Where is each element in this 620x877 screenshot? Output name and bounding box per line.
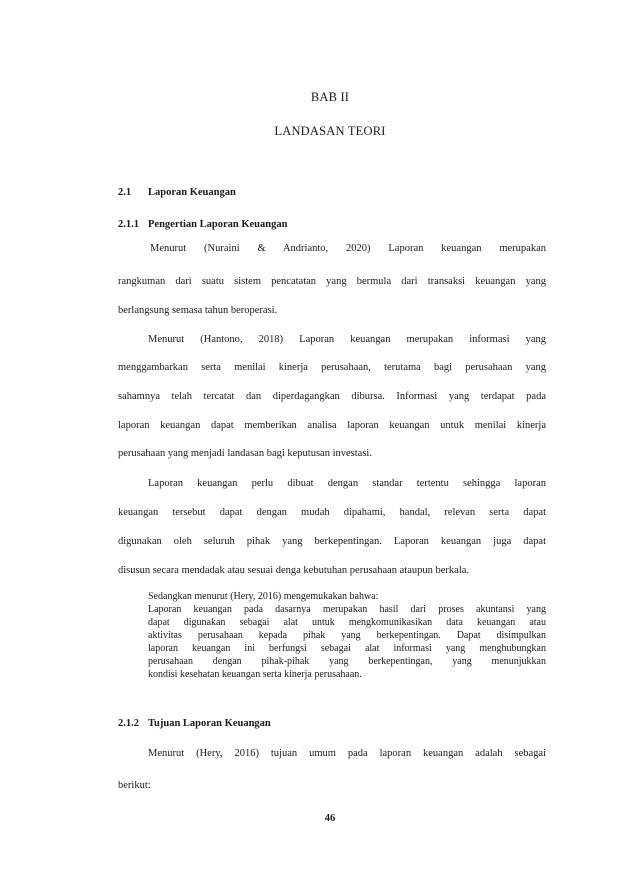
subsection-heading: Pengertian Laporan Keuangan [148, 219, 288, 230]
paragraph-line: berlangsung semasa tahun beroperasi. [118, 305, 278, 316]
quote-line: kondisi kesehatan keuangan serta kinerja perusahaan. [148, 669, 362, 680]
subsection-heading: Tujuan Laporan Keuangan [148, 718, 271, 729]
paragraph-line: menggambarkan serta menilai kinerja perusahaan, terutama bagi perusahaan yang [118, 362, 546, 373]
paragraph-line: berikut: [118, 780, 151, 791]
paragraph-line: digunakan oleh seluruh pihak yang berkepentingan. Laporan keuangan juga dapat [118, 536, 546, 547]
section-heading: Laporan Keuangan [148, 187, 236, 198]
paragraph-line: Menurut (Nuraini & Andrianto, 2020) Laporan keuangan merupakan [150, 243, 546, 254]
paragraph-line: disusun secara mendadak atau sesuai denga kebutuhan perusahaan ataupun berkala. [118, 565, 470, 576]
subsection-number: 2.1.1 [118, 219, 139, 230]
quote-line: Laporan keuangan pada dasarnya merupakan hasil dari proses akuntansi yang [148, 604, 546, 615]
quote-intro: Sedangkan menurut (Hery, 2016) mengemukakan bahwa: [148, 591, 379, 602]
paragraph-line: sahamnya telah tercatat dan diperdagangkan dibursa. Informasi yang terdapat pada [118, 391, 546, 402]
chapter-number: BAB II [310, 90, 350, 104]
paragraph-line: Menurut (Hery, 2016) tujuan umum pada laporan keuangan adalah sebagai [148, 748, 546, 759]
paragraph-line: rangkuman dari suatu sistem pencatatan yang bermula dari transaksi keuangan yang [118, 276, 546, 287]
chapter-title: LANDASAN TEORI [274, 124, 386, 138]
subsection-number: 2.1.2 [118, 718, 139, 729]
section-number: 2.1 [118, 187, 132, 198]
quote-line: dapat digunakan sebagai alat untuk mengkomunikasikan data keuangan atau [148, 617, 546, 628]
quote-line: aktivitas perusahaan kepada pihak yang berkepentingan. Dapat disimpulkan [148, 630, 546, 641]
paragraph-line: keuangan tersebut dapat dengan mudah dipahami, handal, relevan serta dapat [118, 507, 546, 518]
paragraph-line: Menurut (Hantono, 2018) Laporan keuangan merupakan informasi yang [148, 334, 546, 345]
quote-line: perusahaan dengan pihak-pihak yang berkepentingan, yang menunjukkan [148, 656, 546, 667]
quote-line: laporan keuangan ini berfungsi sebagai alat informasi yang menghubungkan [148, 643, 546, 654]
paragraph-line: perusahaan yang menjadi landasan bagi keputusan investasi. [118, 448, 372, 459]
page-number: 46 [324, 813, 336, 824]
paragraph-line: laporan keuangan dapat memberikan analisa laporan keuangan untuk menilai kinerja [118, 420, 546, 431]
paragraph-line: Laporan keuangan perlu dibuat dengan standar tertentu sehingga laporan [148, 478, 546, 489]
